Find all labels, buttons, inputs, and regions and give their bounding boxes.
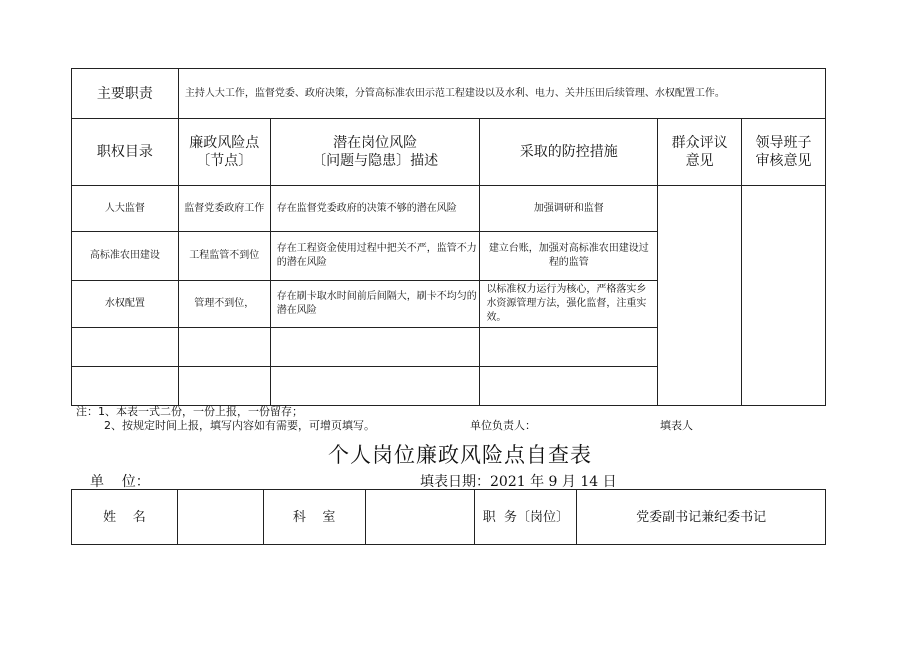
header-risk-desc-line1: 潜在岗位风险: [333, 135, 418, 151]
item-cell: 人大监督: [72, 186, 179, 232]
empty-cell: [480, 367, 658, 406]
empty-cell: [178, 367, 270, 406]
risk-point-cell: 管理不到位，: [178, 281, 270, 328]
risk-desc-cell: 存在工程资金使用过程中把关不严，监管不力的潜在风险: [270, 232, 480, 281]
header-leader-review: [742, 119, 826, 186]
name-label: 姓 名: [72, 490, 178, 545]
duty-label: 主要职责: [72, 69, 179, 119]
note-line-2: 2、按规定时间上报，填写内容如有需要，可增页填写。: [104, 419, 375, 432]
name-field[interactable]: [177, 490, 263, 545]
header-public-opinion-line1: 群众评议: [671, 135, 728, 151]
header-risk-point: [178, 119, 270, 186]
header-risk-desc: [270, 119, 480, 186]
header-leader-review-line1: 领导班子: [755, 135, 812, 151]
header-risk-point-line1: 廉政风险点: [189, 135, 260, 151]
header-item: 职权目录: [72, 119, 179, 186]
risk-point-cell: 监督党委政府工作: [178, 186, 270, 232]
empty-cell: [72, 367, 179, 406]
empty-cell: [270, 328, 480, 367]
unit-label: 单 位：: [90, 474, 150, 490]
leader-review-cell: [742, 186, 826, 406]
position-label: 职 务〔岗位〕: [475, 490, 577, 545]
header-public-opinion: [658, 119, 742, 186]
unit-head-label: 单位负责人：: [470, 419, 536, 432]
filler-label: 填表人: [660, 419, 693, 432]
empty-cell: [270, 367, 480, 406]
note-line-1: 注：1、本表一式二份，一份上报，一份留存；: [76, 405, 303, 418]
duty-text: 主持人大工作，监督党委、政府决策，分管高标准农田示范工程建设以及水利、电力、关井压田后续管理、水权配置工作。: [178, 69, 825, 119]
fill-date: 填表日期：2021 年 9 月 14 日: [420, 474, 617, 490]
measure-cell: 建立台账，加强对高标准农田建设过程的监管: [480, 232, 658, 281]
header-risk-point-line2: 〔节点〕: [196, 153, 253, 169]
info-table: [71, 489, 826, 545]
header-leader-review-line2: 审核意见: [755, 153, 812, 169]
header-public-opinion-line2: 意见: [685, 153, 714, 169]
form-title: 个人岗位廉政风险点自查表: [328, 443, 592, 467]
measure-cell: 加强调研和监督: [480, 186, 658, 232]
risk-point-cell: 工程监管不到位: [178, 232, 270, 281]
header-measure: 采取的防控措施: [480, 119, 658, 186]
risk-desc-cell: 存在监督党委政府的决策不够的潜在风险: [270, 186, 480, 232]
risk-desc-cell: 存在刷卡取水时间前后间隔大，刷卡不均匀的潜在风险: [270, 281, 480, 328]
table-row: [72, 186, 826, 232]
position-value[interactable]: 党委副书记兼纪委书记: [577, 490, 826, 545]
public-opinion-cell: [658, 186, 742, 406]
empty-cell: [178, 328, 270, 367]
item-cell: 高标准农田建设: [72, 232, 179, 281]
empty-cell: [72, 328, 179, 367]
dept-label: 科 室: [263, 490, 365, 545]
item-cell: 水权配置: [72, 281, 179, 328]
dept-field[interactable]: [365, 490, 475, 545]
empty-cell: [480, 328, 658, 367]
header-risk-desc-line2: 〔问题与隐患〕描述: [312, 153, 439, 169]
risk-table: [71, 68, 826, 406]
measure-cell: 以标准权力运行为核心，严格落实乡水资源管理方法，强化监督，注重实效。: [480, 281, 658, 328]
